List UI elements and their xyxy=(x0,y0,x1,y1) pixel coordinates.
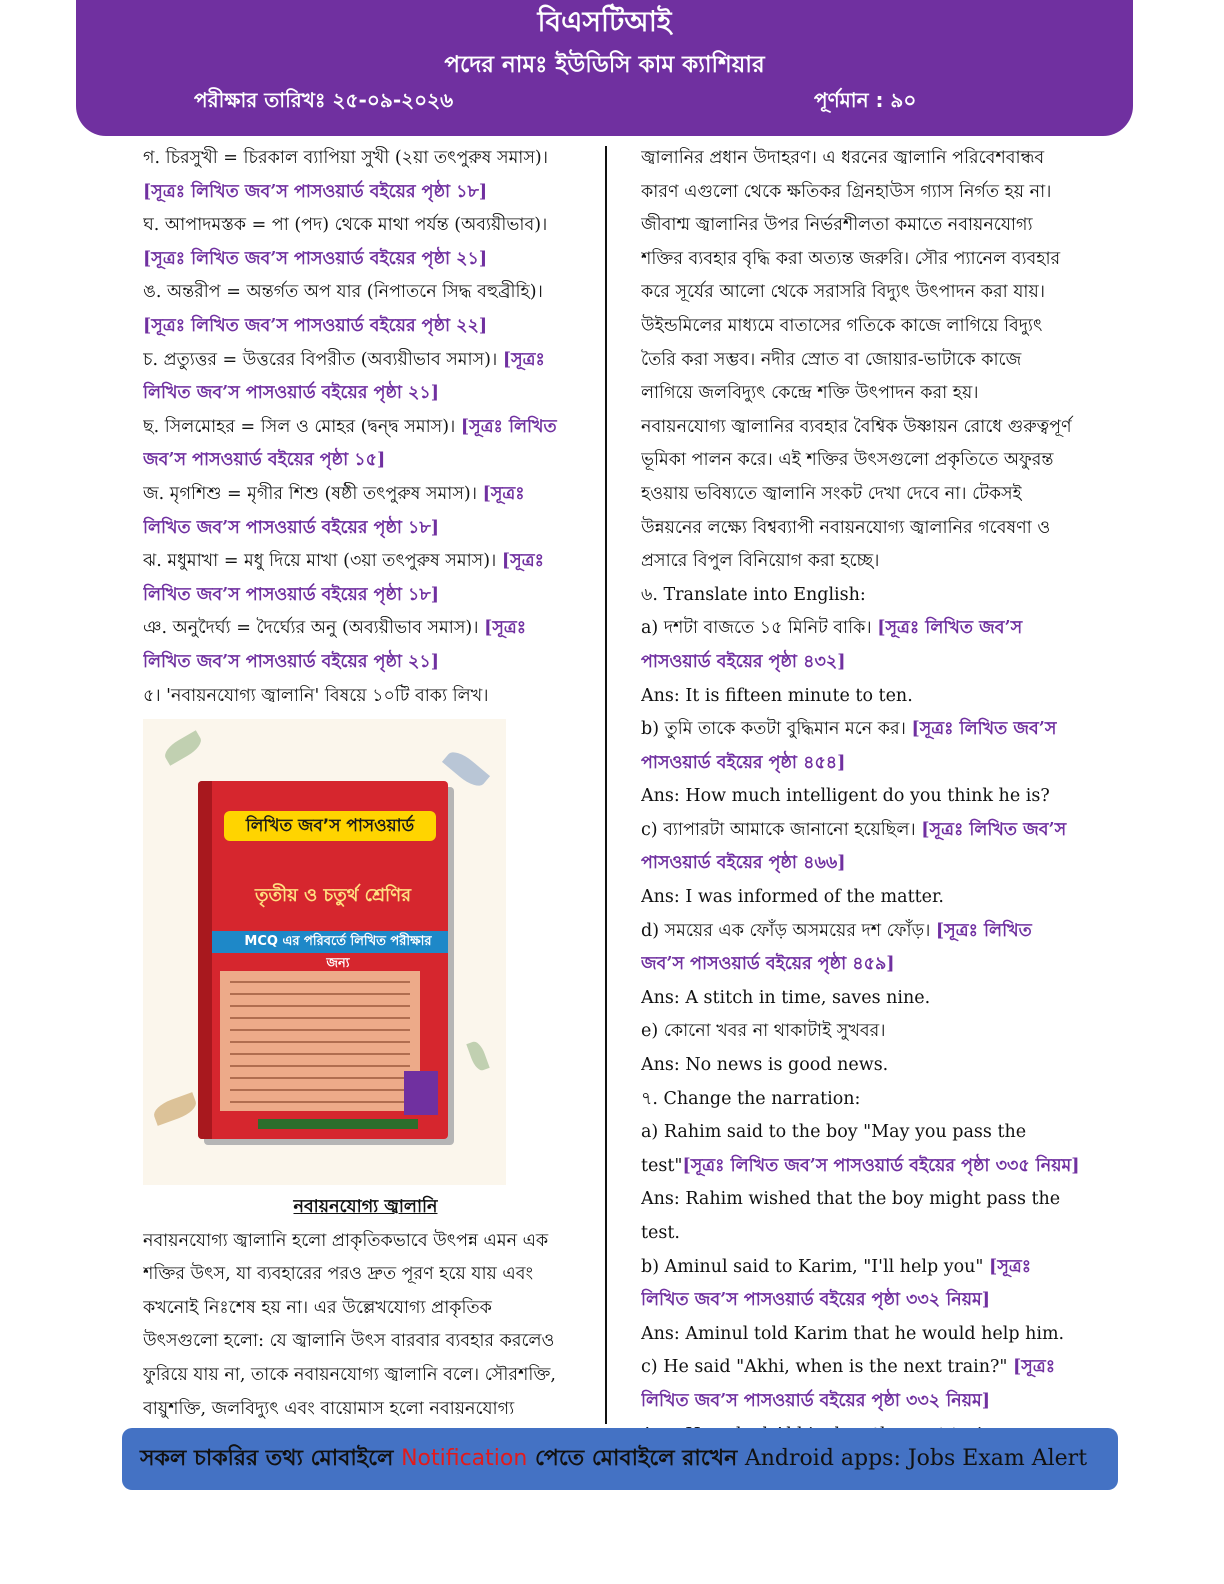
text-line xyxy=(143,1359,588,1393)
line-text: হওয়ায় ভবিষ্যতে জ্বালানি সংকট দেখা দেবে না। টেকসই xyxy=(641,483,1022,504)
text-line xyxy=(641,982,1081,1016)
text-line xyxy=(641,444,1081,478)
text-line xyxy=(143,1325,588,1359)
book-band-text: MCQ এর পরিবর্তে লিখিত পরীক্ষার জন্য xyxy=(244,934,432,972)
text-line xyxy=(641,344,1081,378)
source-reference: [সূত্রঃ xyxy=(484,618,527,639)
line-text: গ. চিরসুখী = চিরকাল ব্যাপিয়া সুখী (২য়া তৎপুরুষ সমাস)। xyxy=(143,148,549,168)
text-line xyxy=(143,1225,588,1259)
text-line xyxy=(143,579,588,613)
line-text: test" xyxy=(641,1155,683,1176)
text-line xyxy=(641,1150,1081,1184)
header-exam-date: পরীক্ষার তারিখঃ ২৫-০৯-২০২৬ xyxy=(194,88,454,112)
right-column xyxy=(641,142,1081,1452)
line-text: e) কোনো খবর না থাকাটাই সুখবর। xyxy=(641,1021,886,1042)
text-line xyxy=(641,142,1081,176)
source-reference: জব’স পাসওয়ার্ড বইয়ের পৃষ্ঠা ১৫] xyxy=(143,450,386,471)
text-line xyxy=(143,142,588,176)
book-title: লিখিত জব’স পাসওয়ার্ড xyxy=(224,811,436,841)
source-reference: জব’স পাসওয়ার্ড বইয়ের পৃষ্ঠা ৪৫৯] xyxy=(641,954,895,975)
source-reference: [সূত্রঃ লিখিত xyxy=(460,416,557,437)
source-reference: [সূত্রঃ লিখিত জব’স পাসওয়ার্ড বইয়ের পৃষ্ঠা ৩৩৫ নিয়ম] xyxy=(682,1155,1080,1176)
footer-banner xyxy=(122,1428,1118,1490)
text-line xyxy=(143,411,588,445)
line-text: বায়ুশক্তি, জলবিদ্যুৎ এবং বায়োমাস হলো নবায়নযোগ্য xyxy=(143,1398,515,1419)
text-line xyxy=(143,276,588,310)
line-text: a) Rahim said to the boy "May you pass the xyxy=(641,1122,1027,1143)
book-spine xyxy=(198,781,212,1139)
text-line xyxy=(143,1292,588,1326)
text-line xyxy=(641,780,1081,814)
line-text: Ans: It is fifteen minute to ten. xyxy=(641,685,913,706)
text-line xyxy=(641,847,1081,881)
line-text: test. xyxy=(641,1223,680,1243)
text-line xyxy=(641,948,1081,982)
line-text: তৈরি করা সম্ভব। নদীর স্রোত বা জোয়ার-ভাটাকে কাজে xyxy=(641,349,1022,370)
publisher-url-strip xyxy=(258,1119,418,1129)
line-text: জ্বালানির প্রধান উদাহরণ। এ ধরনের জ্বালানি পরিবেশবান্ধব xyxy=(641,148,1045,168)
line-text: ঙ. অন্তরীপ = অন্তর্গত অপ যার (নিপাতনে সিদ্ধ বহুব্রীহি)। xyxy=(143,282,543,303)
text-line xyxy=(641,1116,1081,1150)
text-line xyxy=(641,612,1081,646)
text-line xyxy=(641,1015,1081,1049)
decor-leaf xyxy=(466,1040,489,1073)
text-line xyxy=(143,646,588,680)
text-line xyxy=(641,915,1081,949)
text-line xyxy=(143,612,588,646)
text-line xyxy=(641,814,1081,848)
text-line xyxy=(641,680,1081,714)
line-text: Ans: I was informed of the matter. xyxy=(641,887,944,908)
line-text: b) তুমি তাকে কতটা বুদ্ধিমান মনে কর। xyxy=(641,719,912,740)
source-reference: [সূত্রঃ xyxy=(989,1256,1032,1277)
source-reference: লিখিত জব’স পাসওয়ার্ড বইয়ের পৃষ্ঠা ৩৩২ নিয়ম] xyxy=(641,1290,990,1311)
text-line xyxy=(641,713,1081,747)
text-line xyxy=(641,1351,1081,1385)
text-line xyxy=(641,243,1081,277)
text-line xyxy=(143,377,588,411)
text-line xyxy=(641,377,1081,411)
book-cover xyxy=(198,781,448,1139)
text-line xyxy=(641,545,1081,579)
text-line xyxy=(641,1284,1081,1318)
line-text: ফুরিয়ে যায় না, তাকে নবায়নযোগ্য জ্বালানি বলে। সৌরশক্তি, xyxy=(143,1365,556,1386)
text-line xyxy=(143,1258,588,1292)
source-reference: পাসওয়ার্ড বইয়ের পৃষ্ঠা ৪৬৬] xyxy=(641,853,846,874)
text-line xyxy=(641,1385,1081,1419)
text-line xyxy=(143,444,588,478)
text-line xyxy=(143,512,588,546)
line-text: উইন্ডমিলের মাধ্যমে বাতাসের গতিকে কাজে লাগিয়ে বিদ্যুৎ xyxy=(641,315,1043,336)
line-text: ঘ. আপাদমস্তক = পা (পদ) থেকে মাথা পর্যন্ত (অব্যয়ীভাব)। xyxy=(143,215,548,236)
book-cover-image xyxy=(143,719,506,1185)
source-reference: [সূত্রঃ xyxy=(501,551,544,572)
text-line xyxy=(641,411,1081,445)
text-line xyxy=(143,243,588,277)
text-line xyxy=(143,209,588,243)
source-reference: [সূত্রঃ লিখিত জব’স xyxy=(877,618,1023,639)
source-reference: [সূত্রঃ লিখিত জব’স পাসওয়ার্ড বইয়ের পৃষ্ঠা ১৮] xyxy=(143,181,488,202)
line-text: করে সূর্যের আলো থেকে সরাসরি বিদ্যুৎ উৎপাদন করা যায়। xyxy=(641,282,1046,303)
footer-text xyxy=(140,1442,1087,1476)
line-text: b) Aminul said to Karim, "I'll help you" xyxy=(641,1256,990,1277)
line-text: Ans: No news is good news. xyxy=(641,1055,889,1076)
line-text: ৭. Change the narration: xyxy=(641,1088,861,1109)
source-reference: [সূত্রঃ লিখিত জব’স xyxy=(911,719,1057,740)
text-line xyxy=(641,1217,1081,1251)
line-text: Ans: Rahim wished that the boy might pass the xyxy=(641,1189,1061,1210)
source-reference: পাসওয়ার্ড বইয়ের পৃষ্ঠা ৪৫৪] xyxy=(641,752,846,773)
left-top-lines xyxy=(143,142,588,713)
text-line xyxy=(143,176,588,210)
text-line xyxy=(641,1049,1081,1083)
text-line xyxy=(641,881,1081,915)
line-text: Ans: Aminul told Karim that he would help him. xyxy=(641,1323,1065,1344)
text-line xyxy=(143,1393,588,1427)
line-text: Ans: How much intelligent do you think he is? xyxy=(641,786,1050,807)
text-line xyxy=(641,646,1081,680)
text-line xyxy=(143,344,588,378)
line-text: ঝ. মধুমাখা = মধু দিয়ে মাখা (৩য়া তৎপুরুষ সমাস)। xyxy=(143,551,502,572)
line-text: ঞ. অনুদৈর্ঘ্য = দৈর্ঘ্যের অনু (অব্যয়ীভাব সমাস)। xyxy=(143,618,485,639)
decor-leaf xyxy=(161,730,205,766)
line-text: নবায়নযোগ্য জ্বালানির ব্যবহার বৈশ্বিক উষ্ণায়ন রোধে গুরুত্বপূর্ণ xyxy=(641,416,1072,437)
line-text: চ. প্রত্যুত্তর = উত্তরের বিপরীত (অব্যয়ীভাব সমাস)। xyxy=(143,349,503,370)
source-reference: লিখিত জব’স পাসওয়ার্ড বইয়ের পৃষ্ঠা ২১] xyxy=(143,383,440,404)
line-text: উৎসগুলো হলো: যে জ্বালানি উৎস বারবার ব্যবহার করলেও xyxy=(143,1331,555,1352)
line-text: d) সময়ের এক ফোঁড় অসময়ের দশ ফোঁড়। xyxy=(641,920,936,941)
text-line xyxy=(641,478,1081,512)
line-text: Ans: A stitch in time, saves nine. xyxy=(641,987,931,1008)
line-text: জ. মৃগশিশু = মৃগীর শিশু (ষষ্ঠী তৎপুরুষ সমাস)। xyxy=(143,483,483,504)
line-text: শক্তির উৎস, যা ব্যবহারের পরও দ্রুত পূরণ হয়ে যায় এবং xyxy=(143,1264,533,1285)
source-reference: [সূত্রঃ লিখিত জব’স পাসওয়ার্ড বইয়ের পৃষ্ঠা ২২] xyxy=(143,315,488,336)
text-line xyxy=(641,1251,1081,1285)
line-text: কারণ এগুলো থেকে ক্ষতিকর গ্রিনহাউস গ্যাস নির্গত হয় না। xyxy=(641,181,1052,202)
source-reference: লিখিত জব’স পাসওয়ার্ড বইয়ের পৃষ্ঠা ৩৩২ নিয়ম] xyxy=(641,1390,990,1411)
line-text: a) দশটা বাজতে ১৫ মিনিট বাকি। xyxy=(641,618,878,639)
source-reference: লিখিত জব’স পাসওয়ার্ড বইয়ের পৃষ্ঠা ২১] xyxy=(143,651,440,672)
text-line xyxy=(143,478,588,512)
line-text: ছ. সিলমোহর = সিল ও মোহর (দ্বন্দ্ব সমাস)। xyxy=(143,416,461,437)
text-line xyxy=(641,176,1081,210)
source-reference: [সূত্রঃ xyxy=(502,349,545,370)
source-reference: [সূত্রঃ xyxy=(1013,1357,1056,1378)
text-line xyxy=(143,680,588,714)
footer-app-name: Android apps: Jobs Exam Alert xyxy=(744,1446,1088,1471)
decor-leaf xyxy=(442,747,490,792)
source-reference: লিখিত জব’স পাসওয়ার্ড বইয়ের পৃষ্ঠা ১৮] xyxy=(143,517,440,538)
book-subtitle: তৃতীয় ও চতুর্থ শ্রেণির xyxy=(254,885,411,907)
text-line xyxy=(641,209,1081,243)
text-line xyxy=(641,1083,1081,1117)
text-line xyxy=(641,310,1081,344)
line-text: শক্তির ব্যবহার বৃদ্ধি করা অত্যন্ত জরুরি। সৌর প্যানেল ব্যবহার xyxy=(641,248,1061,269)
footer-part1: সকল চাকরির তথ্য মোবাইলে xyxy=(140,1446,402,1471)
line-text: প্রসারে বিপুল বিনিয়োগ করা হচ্ছে। xyxy=(641,551,880,572)
right-lines xyxy=(641,142,1081,1452)
text-line xyxy=(641,512,1081,546)
decor-leaf xyxy=(151,1092,199,1126)
line-text: ৬. Translate into English: xyxy=(641,584,866,605)
text-line xyxy=(143,545,588,579)
source-reference: [সূত্রঃ xyxy=(482,483,525,504)
text-line xyxy=(641,1318,1081,1352)
text-line xyxy=(641,579,1081,613)
footer-highlight: Notification xyxy=(401,1446,528,1471)
text-line xyxy=(143,310,588,344)
header-title: বিএসটিআই xyxy=(537,5,672,38)
line-text: c) ব্যাপারটা আমাকে জানানো হয়েছিল। xyxy=(641,819,922,840)
line-text: জীবাশ্ম জ্বালানির উপর নির্ভরশীলতা কমাতে নবায়নযোগ্য xyxy=(641,215,1033,236)
source-reference: লিখিত জব’স পাসওয়ার্ড বইয়ের পৃষ্ঠা ১৮] xyxy=(143,584,440,605)
text-line xyxy=(641,1183,1081,1217)
source-reference: [সূত্রঃ লিখিত xyxy=(935,920,1032,941)
line-text: নবায়নযোগ্য জ্বালানি হলো প্রাকৃতিকভাবে উৎপন্ন এমন এক xyxy=(143,1230,549,1251)
line-text: লাগিয়ে জলবিদ্যুৎ কেন্দ্রে শক্তি উৎপাদন করা হয়। xyxy=(641,383,979,404)
line-text: কখনোই নিঃশেষ হয় না। এর উল্লেখযোগ্য প্রাকৃতিক xyxy=(143,1297,492,1318)
line-text: উন্নয়নের লক্ষ্যে বিশ্বব্যাপী নবায়নযোগ্য জ্বালানির গবেষণা ও xyxy=(641,517,1051,538)
line-text: ভূমিকা পালন করে। এই শক্তির উৎসগুলো প্রকৃতিতে অফুরন্ত xyxy=(641,450,1054,471)
source-reference: [সূত্রঃ লিখিত জব’স xyxy=(921,819,1067,840)
publisher-logo xyxy=(404,1071,438,1115)
source-reference: পাসওয়ার্ড বইয়ের পৃষ্ঠা ৪৩২] xyxy=(641,651,846,672)
left-column xyxy=(143,142,588,1426)
left-bottom-lines xyxy=(143,1225,588,1427)
header-full-marks: পূর্ণমান : ৯০ xyxy=(814,88,917,112)
footer-part2: পেতে মোবাইলে রাখেন xyxy=(527,1446,745,1471)
source-reference: [সূত্রঃ লিখিত জব’স পাসওয়ার্ড বইয়ের পৃষ্ঠা ২১] xyxy=(143,248,488,269)
essay-title: নবায়নযোগ্য জ্বালানি xyxy=(293,1197,438,1218)
line-text: c) He said "Akhi, when is the next train?" xyxy=(641,1357,1014,1378)
text-line xyxy=(641,276,1081,310)
header-post-name: পদের নামঃ ইউডিসি কাম ক্যাশিয়ার xyxy=(444,52,765,78)
line-text: ৫। 'নবায়নযোগ্য জ্বালানি' বিষয়ে ১০টি বাক্য লিখ। xyxy=(143,685,489,706)
page-header xyxy=(76,0,1133,136)
column-divider xyxy=(605,146,607,1424)
text-line xyxy=(641,747,1081,781)
book-contents-list xyxy=(220,971,420,1111)
